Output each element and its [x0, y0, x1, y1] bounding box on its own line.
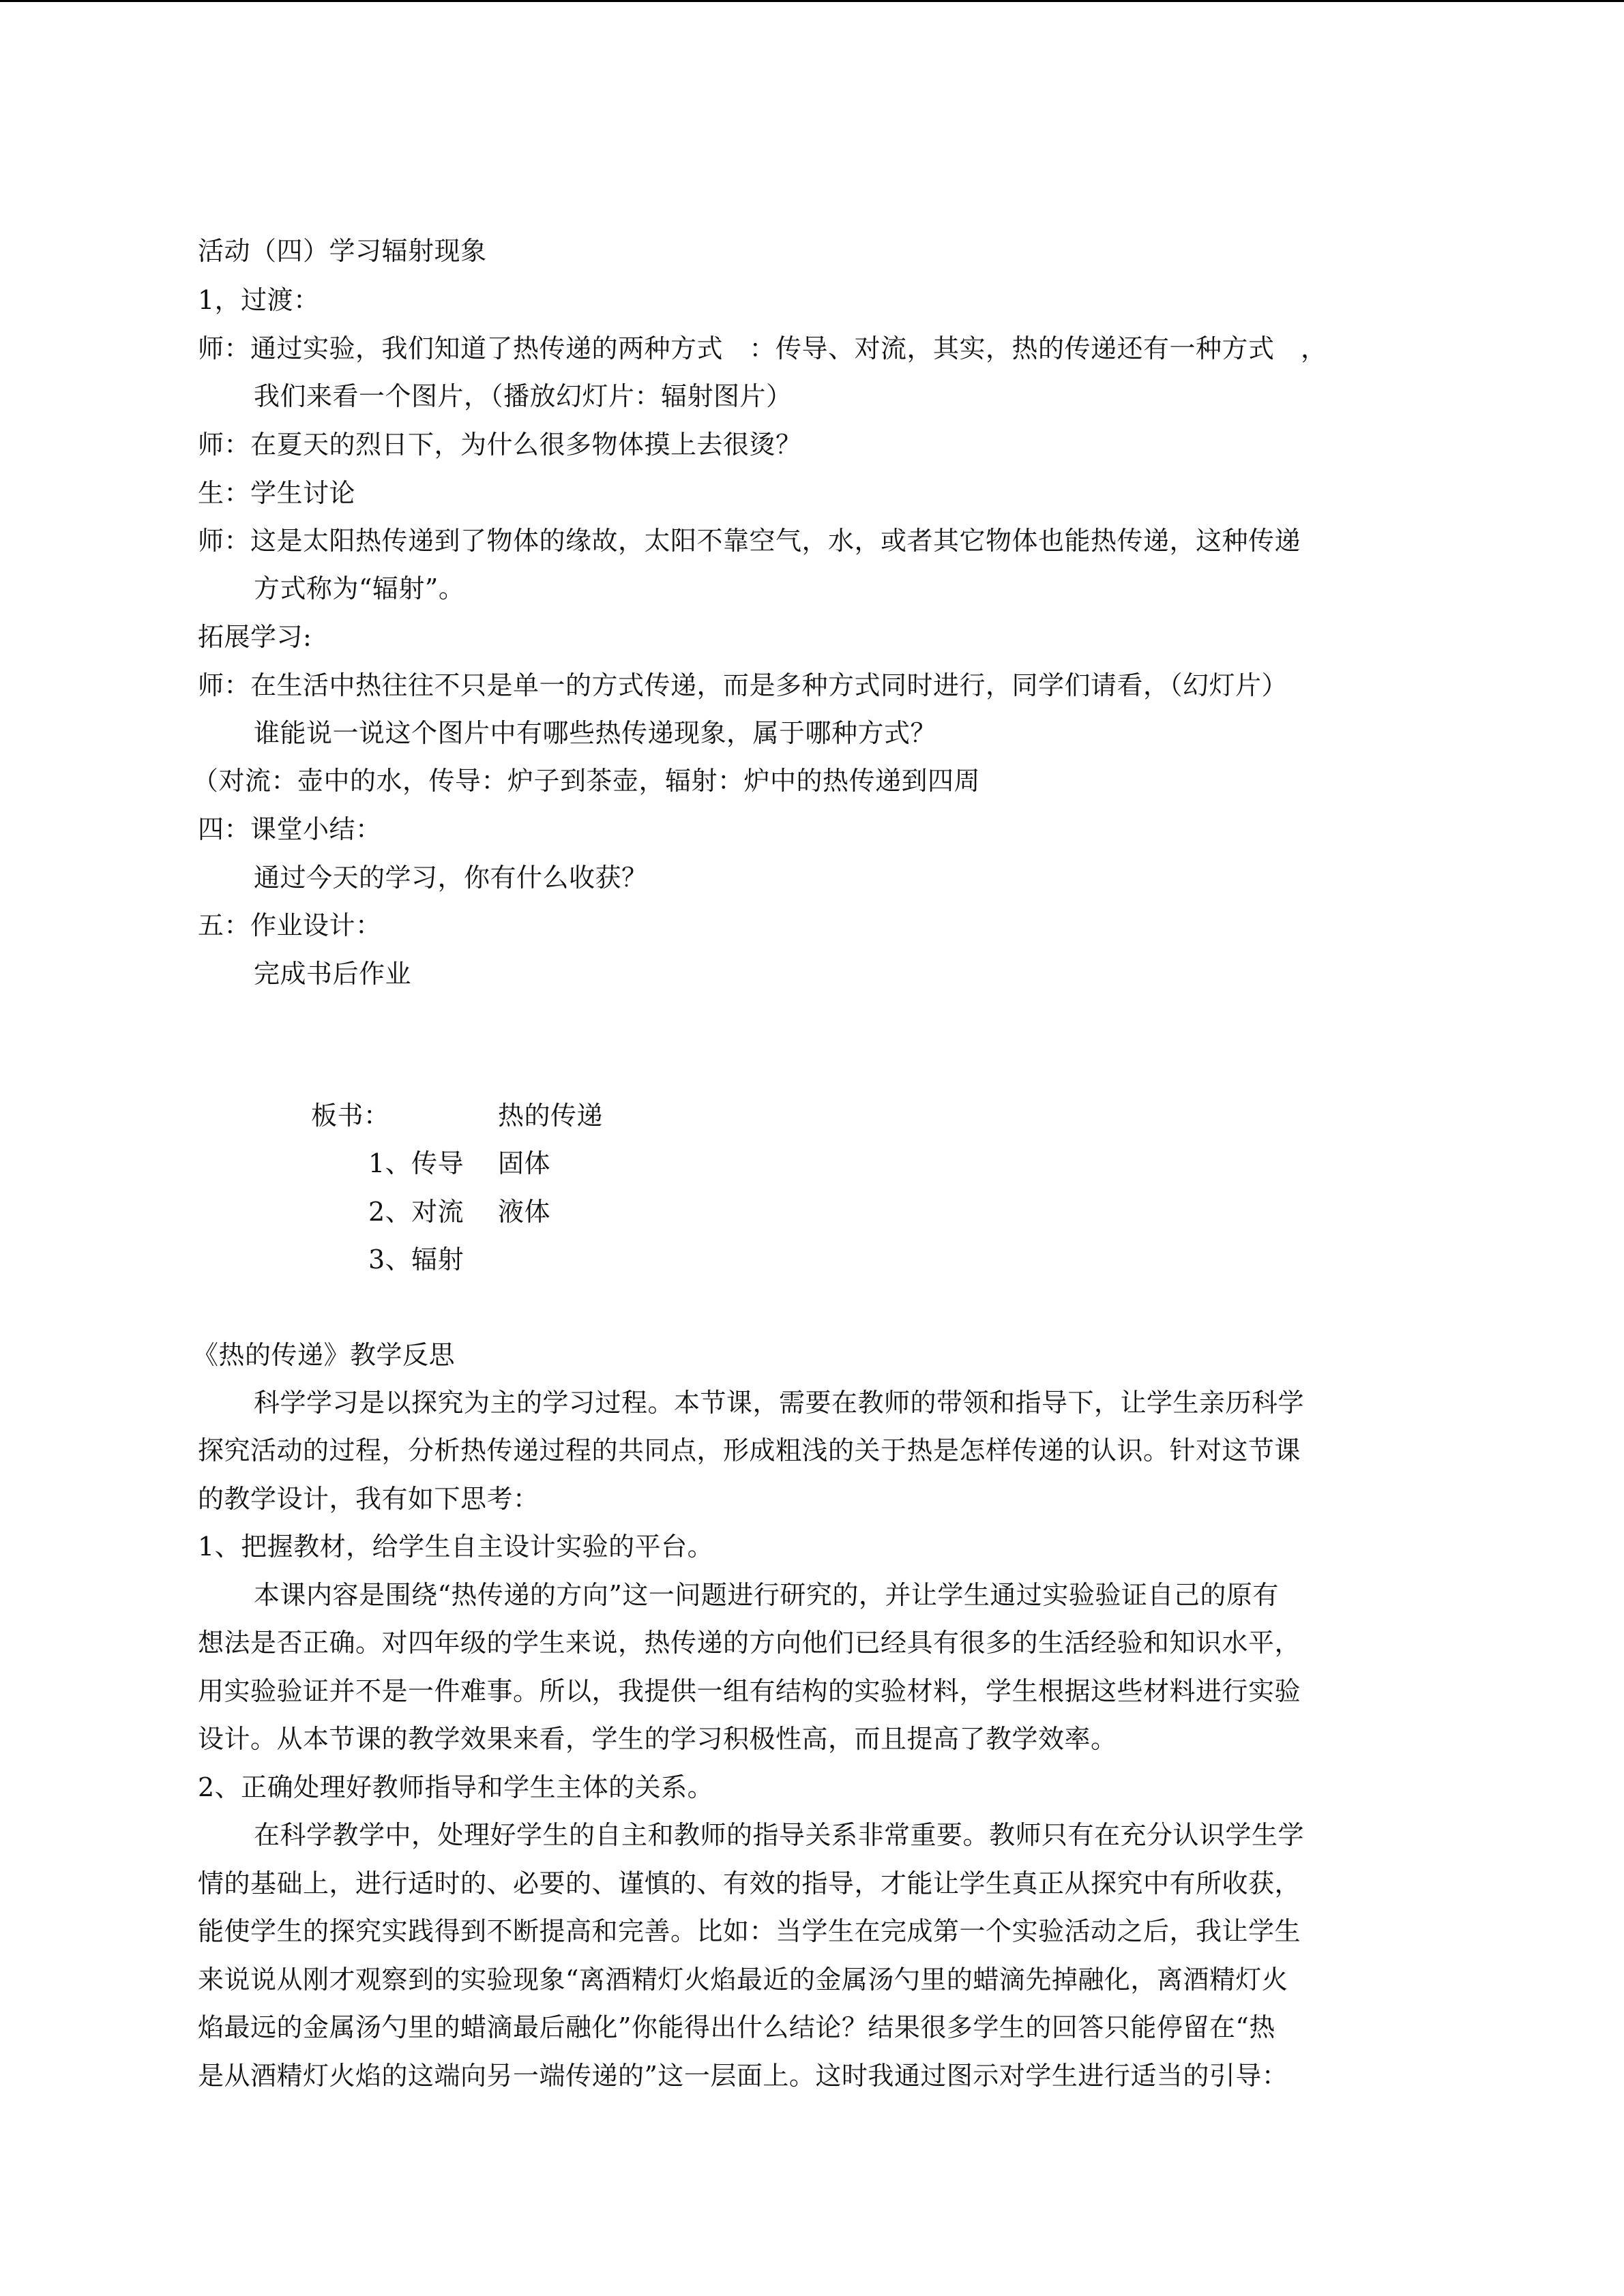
reflection-title: 《热的传递》教学反思 — [192, 1340, 456, 1370]
reflection-p3-line2: 情的基础上，进行适时的、必要的、谨慎的、有效的指导，才能让学生真正从探究中有所收获， — [198, 1868, 1301, 1898]
teacher-line-3b: 方式称为“辐射”。 — [254, 573, 465, 603]
board-item-1: 1、传导 — [368, 1148, 464, 1178]
student-line: 生：学生讨论 — [198, 478, 356, 508]
reflection-p1-line2: 探究活动的过程，分析热传递过程的共同点，形成粗浅的关于热是怎样传递的认识。针对这节课 — [198, 1435, 1301, 1465]
teacher-line-3a: 师：这是太阳热传递到了物体的缘故，太阳不靠空气，水，或者其它物体也能热传递，这种传递 — [198, 526, 1301, 556]
teacher-line-2: 师：在夏天的烈日下，为什么很多物体摸上去很烫？ — [198, 430, 802, 460]
reflection-p3-line1: 在科学教学中，处理好学生的自主和教师的指导关系非常重要。教师只有在充分认识学生学 — [254, 1820, 1305, 1850]
reflection-p3-line6: 是从酒精灯火焰的这端向另一端传递的”这一层面上。这时我通过图示对学生进行适当的引导： — [198, 2061, 1288, 2091]
homework-text: 完成书后作业 — [254, 959, 412, 989]
board-state-1: 固体 — [498, 1148, 551, 1178]
reflection-p3-line5: 焰最远的金属汤勺里的蜡滴最后融化”你能得出什么结论？结果很多学生的回答只能停留在“热 — [198, 2012, 1275, 2042]
activity-heading: 活动（四）学习辐射现象 — [198, 236, 487, 266]
reflection-p2-line3: 用实验验证并不是一件难事。所以，我提供一组有结构的实验材料，学生根据这些材料进行实验 — [198, 1676, 1301, 1706]
teacher-line-4b: 谁能说一说这个图片中有哪些热传递现象，属于哪种方式？ — [254, 718, 937, 748]
reflection-p2-line2: 想法是否正确。对四年级的学生来说，热传递的方向他们已经具有很多的生活经验和知识水平， — [198, 1628, 1301, 1658]
board-state-2: 液体 — [498, 1197, 551, 1227]
extension-heading: 拓展学习: — [198, 622, 312, 652]
summary-heading: 四：课堂小结： — [198, 814, 382, 844]
board-label: 板书： — [311, 1101, 390, 1131]
transition-line: 1，过渡： — [198, 285, 320, 315]
homework-heading: 五：作业设计： — [198, 910, 382, 940]
board-item-2: 2、对流 — [368, 1197, 464, 1227]
reflection-p2-line1: 本课内容是围绕“热传递的方向”这一问题进行研究的，并让学生通过实验验证自己的原有 — [254, 1580, 1279, 1610]
teacher-line-4a: 师：在生活中热往往不只是单一的方式传递，而是多种方式同时进行，同学们请看，（幻灯片） — [198, 670, 1288, 700]
reflection-point-2: 2、正确处理好教师指导和学生主体的关系。 — [198, 1772, 714, 1802]
summary-text: 通过今天的学习，你有什么收获？ — [254, 863, 648, 893]
reflection-p3-line3: 能使学生的探究实践得到不断提高和完善。比如：当学生在完成第一个实验活动之后，我让学生 — [198, 1916, 1301, 1946]
answer-line: （对流：壶中的水，传导：炉子到茶壶，辐射：炉中的热传递到四周 — [192, 766, 981, 796]
board-item-3: 3、辐射 — [368, 1244, 464, 1274]
reflection-p1-line1: 科学学习是以探究为主的学习过程。本节课，需要在教师的带领和指导下，让学生亲历科学 — [254, 1388, 1305, 1418]
reflection-point-1: 1、把握教材，给学生自主设计实验的平台。 — [198, 1532, 714, 1562]
teacher-line-1b: 我们来看一个图片，（播放幻灯片：辐射图片） — [254, 381, 793, 411]
reflection-p1-line3: 的教学设计，我有如下思考： — [198, 1484, 540, 1514]
reflection-p3-line4: 来说说从刚才观察到的实验现象“离酒精灯火焰最近的金属汤勺里的蜡滴先掉融化，离酒精灯火 — [198, 1965, 1288, 1995]
board-title: 热的传递 — [498, 1101, 604, 1131]
teacher-line-1a: 师：通过实验，我们知道了热传递的两种方式 ：传导、对流，其实，热的传递还有一种方式 ， — [198, 333, 1327, 363]
reflection-p2-line4: 设计。从本节课的教学效果来看，学生的学习积极性高，而且提高了教学效率。 — [198, 1724, 1117, 1754]
